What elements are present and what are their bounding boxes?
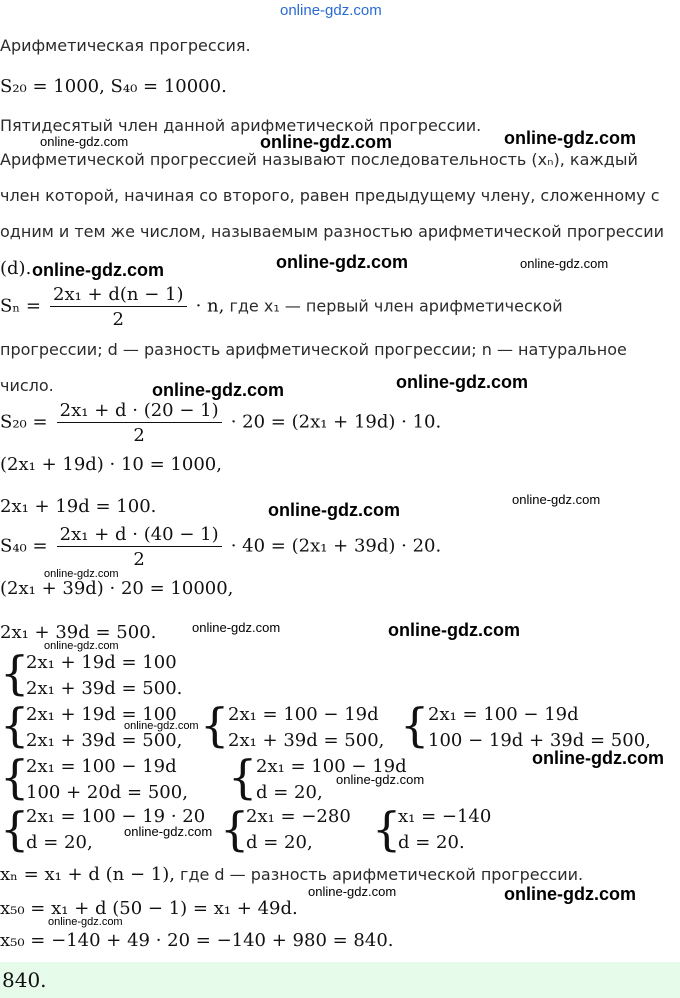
task: Пятидесятый член данной арифметической прогрессии.	[0, 116, 482, 135]
sum-formula-line-3: число.	[0, 376, 54, 395]
system-3b-eq-1: 2x₁ = 100 − 19d	[256, 756, 407, 777]
watermark: online-gdz.com	[512, 492, 601, 507]
watermark: online-gdz.com	[48, 916, 123, 928]
s20-rhs: · 20 = (2x₁ + 19d) · 10.	[230, 411, 442, 433]
watermark: online-gdz.com	[124, 824, 213, 839]
system-2a-eq-2: 2x₁ + 39d = 500,	[26, 730, 183, 751]
sum-formula-fraction	[50, 284, 186, 330]
system-1-brace: {	[0, 646, 30, 700]
system-2b-eq-2: 2x₁ + 39d = 500,	[228, 730, 385, 751]
watermark-top: online-gdz.com	[280, 2, 382, 19]
system-3a-eq-2: 100 + 20d = 500,	[26, 782, 188, 803]
system-4c-eq-1: x₁ = −140	[398, 806, 492, 827]
nth-term-formula	[0, 864, 583, 885]
nth-term-math: xₙ = x₁ + d (n − 1),	[0, 864, 175, 885]
watermark: online-gdz.com	[276, 252, 408, 272]
sum-formula-denominator: 2	[112, 309, 124, 330]
watermark: online-gdz.com	[504, 128, 636, 148]
s20-equation: (2x₁ + 19d) · 10 = 1000,	[0, 454, 222, 475]
watermark: online-gdz.com	[124, 720, 199, 732]
watermark: online-gdz.com	[268, 500, 400, 520]
sum-formula	[0, 284, 563, 330]
watermark: online-gdz.com	[308, 884, 397, 899]
definition-line-1: Арифметической прогрессией называют последовательность (xₙ), каждый	[0, 150, 638, 169]
system-1-eq-1: 2x₁ + 19d = 100	[26, 652, 177, 673]
s20-denominator: 2	[133, 425, 145, 446]
system-2c-eq-1: 2x₁ = 100 − 19d	[428, 704, 579, 725]
sum-formula-rhs: · n,	[195, 295, 225, 317]
watermark: online-gdz.com	[336, 772, 425, 787]
title: Арифметическая прогрессия.	[0, 36, 251, 55]
s40-numerator: 2x₁ + d · (40 − 1)	[57, 524, 222, 547]
system-2c-brace: {	[400, 698, 430, 752]
sum-formula-numerator: 2x₁ + d(n − 1)	[50, 284, 186, 307]
system-4b-eq-2: d = 20,	[246, 832, 313, 853]
sum-formula-lhs: Sₙ =	[0, 295, 41, 317]
nth-term-text: где d — разность арифметической прогрессии.	[180, 865, 584, 884]
system-2b-brace: {	[200, 698, 230, 752]
system-3a-eq-1: 2x₁ = 100 − 19d	[26, 756, 177, 777]
watermark: online-gdz.com	[532, 748, 664, 768]
watermark: online-gdz.com	[152, 380, 284, 400]
watermark: online-gdz.com	[260, 132, 392, 152]
watermark: online-gdz.com	[396, 372, 528, 392]
x50-calculation: x₅₀ = −140 + 49 · 20 = −140 + 980 = 840.	[0, 930, 394, 951]
watermark: online-gdz.com	[32, 260, 164, 280]
system-4a-eq-1: 2x₁ = 100 − 19 · 20	[26, 806, 206, 827]
watermark: online-gdz.com	[388, 620, 520, 640]
definition-line-4: (d).	[0, 258, 32, 279]
answer-box	[0, 962, 680, 998]
watermark: online-gdz.com	[520, 256, 609, 271]
system-2c-eq-2: 100 − 19d + 39d = 500,	[428, 730, 651, 751]
watermark: online-gdz.com	[44, 640, 119, 652]
system-4b-brace: {	[220, 802, 250, 856]
system-2b-eq-1: 2x₁ = 100 − 19d	[228, 704, 379, 725]
s40-calculation	[0, 524, 441, 570]
sum-formula-line-2: прогрессии; d — разность арифметической прогрессии; n — натуральное	[0, 340, 627, 359]
system-3b-brace: {	[228, 750, 258, 804]
system-3a-brace: {	[0, 750, 30, 804]
watermark: online-gdz.com	[40, 134, 129, 149]
watermark: online-gdz.com	[44, 568, 119, 580]
system-4a-brace: {	[0, 802, 30, 856]
s20-fraction	[57, 400, 222, 446]
s40-rhs: · 40 = (2x₁ + 39d) · 20.	[230, 535, 442, 557]
s20-simplified: 2x₁ + 19d = 100.	[0, 496, 157, 517]
s20-numerator: 2x₁ + d · (20 − 1)	[57, 400, 222, 423]
s40-equation: (2x₁ + 39d) · 20 = 10000,	[0, 578, 234, 599]
system-3b-eq-2: d = 20,	[256, 782, 323, 803]
definition-line-3: одним и тем же числом, называемым разностью арифметической прогрессии	[0, 222, 664, 241]
sum-formula-text: где x₁ — первый член арифметической	[229, 296, 563, 316]
s40-denominator: 2	[133, 549, 145, 570]
watermark: online-gdz.com	[504, 884, 636, 904]
x50-formula: x₅₀ = x₁ + d (50 − 1) = x₁ + 49d.	[0, 898, 298, 919]
answer-value: 840.	[2, 968, 47, 992]
system-2a-eq-1: 2x₁ + 19d = 100	[26, 704, 177, 725]
s20-calculation	[0, 400, 441, 446]
watermark: online-gdz.com	[192, 620, 281, 635]
system-4b-eq-1: 2x₁ = −280	[246, 806, 351, 827]
system-2a-brace: {	[0, 698, 30, 752]
system-1-eq-2: 2x₁ + 39d = 500.	[26, 678, 183, 699]
s40-fraction	[57, 524, 222, 570]
s20-lhs: S₂₀ =	[0, 411, 48, 433]
system-4c-eq-2: d = 20.	[398, 832, 465, 853]
system-4a-eq-2: d = 20,	[26, 832, 93, 853]
system-4c-brace: {	[372, 802, 402, 856]
s40-lhs: S₄₀ =	[0, 535, 48, 557]
s40-simplified: 2x₁ + 39d = 500.	[0, 622, 157, 643]
definition-line-2: член которой, начиная со второго, равен предыдущему члену, сложенному с	[0, 186, 660, 205]
given: S₂₀ = 1000, S₄₀ = 10000.	[0, 76, 227, 97]
